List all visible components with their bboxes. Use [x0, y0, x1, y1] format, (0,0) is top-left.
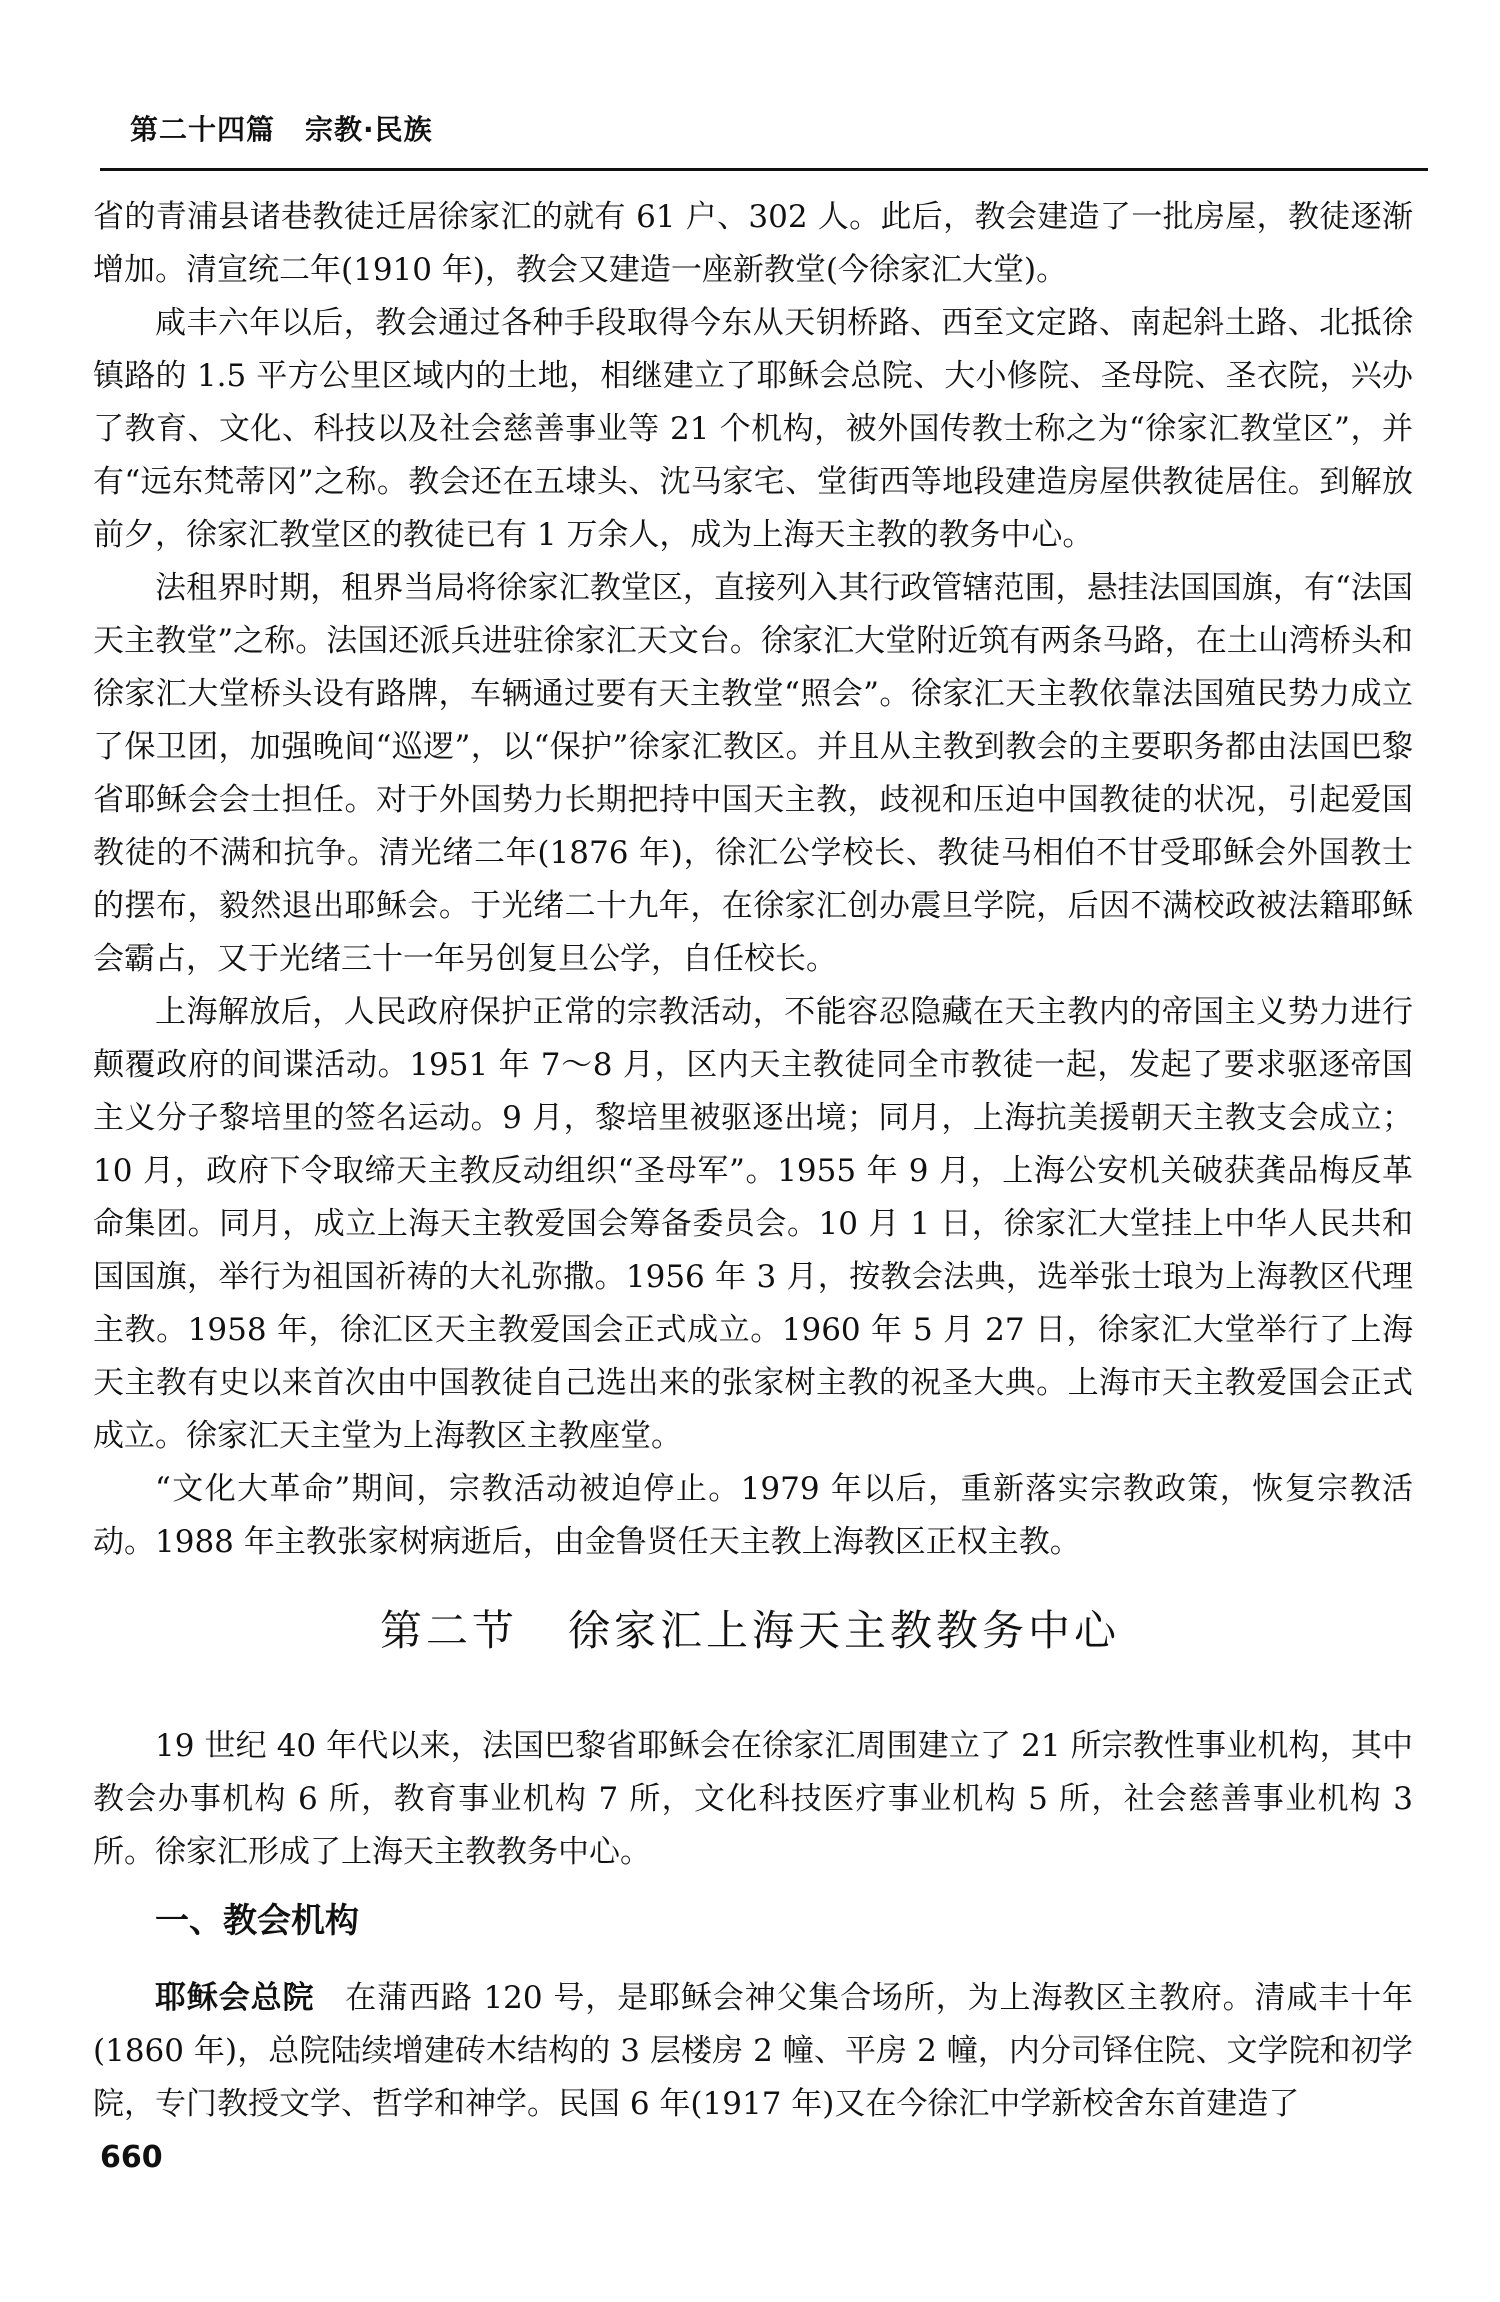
section-name: 徐家汇上海天主教教务中心	[568, 1606, 1121, 1655]
header-rule	[100, 168, 1428, 171]
topic-label: 宗教·民族	[305, 113, 433, 146]
paragraph: 上海解放后，人民政府保护正常的宗教活动，不能容忍隐藏在天主教内的帝国主义势力进行颠覆政府的间谍活动。1951 年 7～8 月，区内天主教徒同全市教徒一起，发起了要求驱逐帝国主义分子黎培里的签名运动。9 月，黎培里被驱逐出境；同月，上海抗美援朝天主教支会成立；10 月，政府下令取缔天主教反动组织“圣母军”。1955 年 9 月，上海公安机关破获龚品梅反革命集团。同月，成立上海天主教爱国会筹备委员会。10 月 1 日，徐家汇大堂挂上中华人民共和国国旗，举行为祖国祈祷的大礼弥撒。1956 年 3 月，按教会法典，选举张士琅为上海教区代理主教。1958 年，徐汇区天主教爱国会正式成立。1960 年 5 月 27 日，徐家汇大堂举行了上海天主教有史以来首次由中国教徒自己选出来的张家树主教的祝圣大典。上海市天主教爱国会正式成立。徐家汇天主堂为上海教区主教座堂。	[93, 994, 1413, 1454]
running-header	[130, 108, 433, 148]
subsection-text	[93, 1972, 1413, 2131]
paragraph: 省的青浦县诸巷教徒迁居徐家汇的就有 61 户、302 人。此后，教会建造了一批房屋，教徒逐渐增加。清宣统二年(1910 年)，教会又建造一座新教堂(今徐家汇大堂)。	[93, 199, 1413, 288]
section-intro	[93, 1720, 1413, 1879]
section-number: 第二节	[379, 1606, 518, 1655]
entry-title: 耶稣会总院	[155, 1980, 315, 2016]
entry-paragraph	[93, 1972, 1413, 2131]
chapter-label: 第二十四篇	[130, 113, 276, 146]
entry-text: 在蒲西路 120 号，是耶稣会神父集合场所，为上海教区主教府。清咸丰十年(1860 年)，总院陆续增建砖木结构的 3 层楼房 2 幢、平房 2 幢，内分司铎住院、文学院和初学院，专门教授文学、哲学和神学。民国 6 年(1917 年)又在今徐汇中学新校舍东首建造了	[93, 1980, 1413, 2122]
paragraph: “文化大革命”期间，宗教活动被迫停止。1979 年以后，重新落实宗教政策，恢复宗教活动。1988 年主教张家树病逝后，由金鲁贤任天主教上海教区正权主教。	[93, 1471, 1413, 1560]
paragraph: 19 世纪 40 年代以来，法国巴黎省耶稣会在徐家汇周围建立了 21 所宗教性事业机构，其中教会办事机构 6 所，教育事业机构 7 所，文化科技医疗事业机构 5 所，社会慈善事业机构 3 所。徐家汇形成了上海天主教教务中心。	[93, 1728, 1413, 1870]
subsection-heading: 一、教会机构	[155, 1901, 359, 1941]
paragraph: 法租界时期，租界当局将徐家汇教堂区，直接列入其行政管辖范围，悬挂法国国旗，有“法国天主教堂”之称。法国还派兵进驻徐家汇天文台。徐家汇大堂附近筑有两条马路，在土山湾桥头和徐家汇大堂桥头设有路牌，车辆通过要有天主教堂“照会”。徐家汇天主教依靠法国殖民势力成立了保卫团，加强晚间“巡逻”，以“保护”徐家汇教区。并且从主教到教会的主要职务都由法国巴黎省耶稣会会士担任。对于外国势力长期把持中国天主教，歧视和压迫中国教徒的状况，引起爱国教徒的不满和抗争。清光绪二年(1876 年)，徐汇公学校长、教徒马相伯不甘受耶稣会外国教士的摆布，毅然退出耶稣会。于光绪二十九年，在徐家汇创办震旦学院，后因不满校政被法籍耶稣会霸占，又于光绪三十一年另创复旦公学，自任校长。	[93, 570, 1413, 977]
main-text	[93, 191, 1413, 1569]
section-title	[0, 1598, 1500, 1658]
page-number: 660	[100, 2140, 163, 2175]
paragraph: 咸丰六年以后，教会通过各种手段取得今东从天钥桥路、西至文定路、南起斜土路、北抵徐镇路的 1.5 平方公里区域内的土地，相继建立了耶稣会总院、大小修院、圣母院、圣衣院，兴办了教育、文化、科技以及社会慈善事业等 21 个机构，被外国传教士称之为“徐家汇教堂区”，并有“远东梵蒂冈”之称。教会还在五埭头、沈马家宅、堂街西等地段建造房屋供教徒居住。到解放前夕，徐家汇教堂区的教徒已有 1 万余人，成为上海天主教的教务中心。	[93, 305, 1413, 553]
